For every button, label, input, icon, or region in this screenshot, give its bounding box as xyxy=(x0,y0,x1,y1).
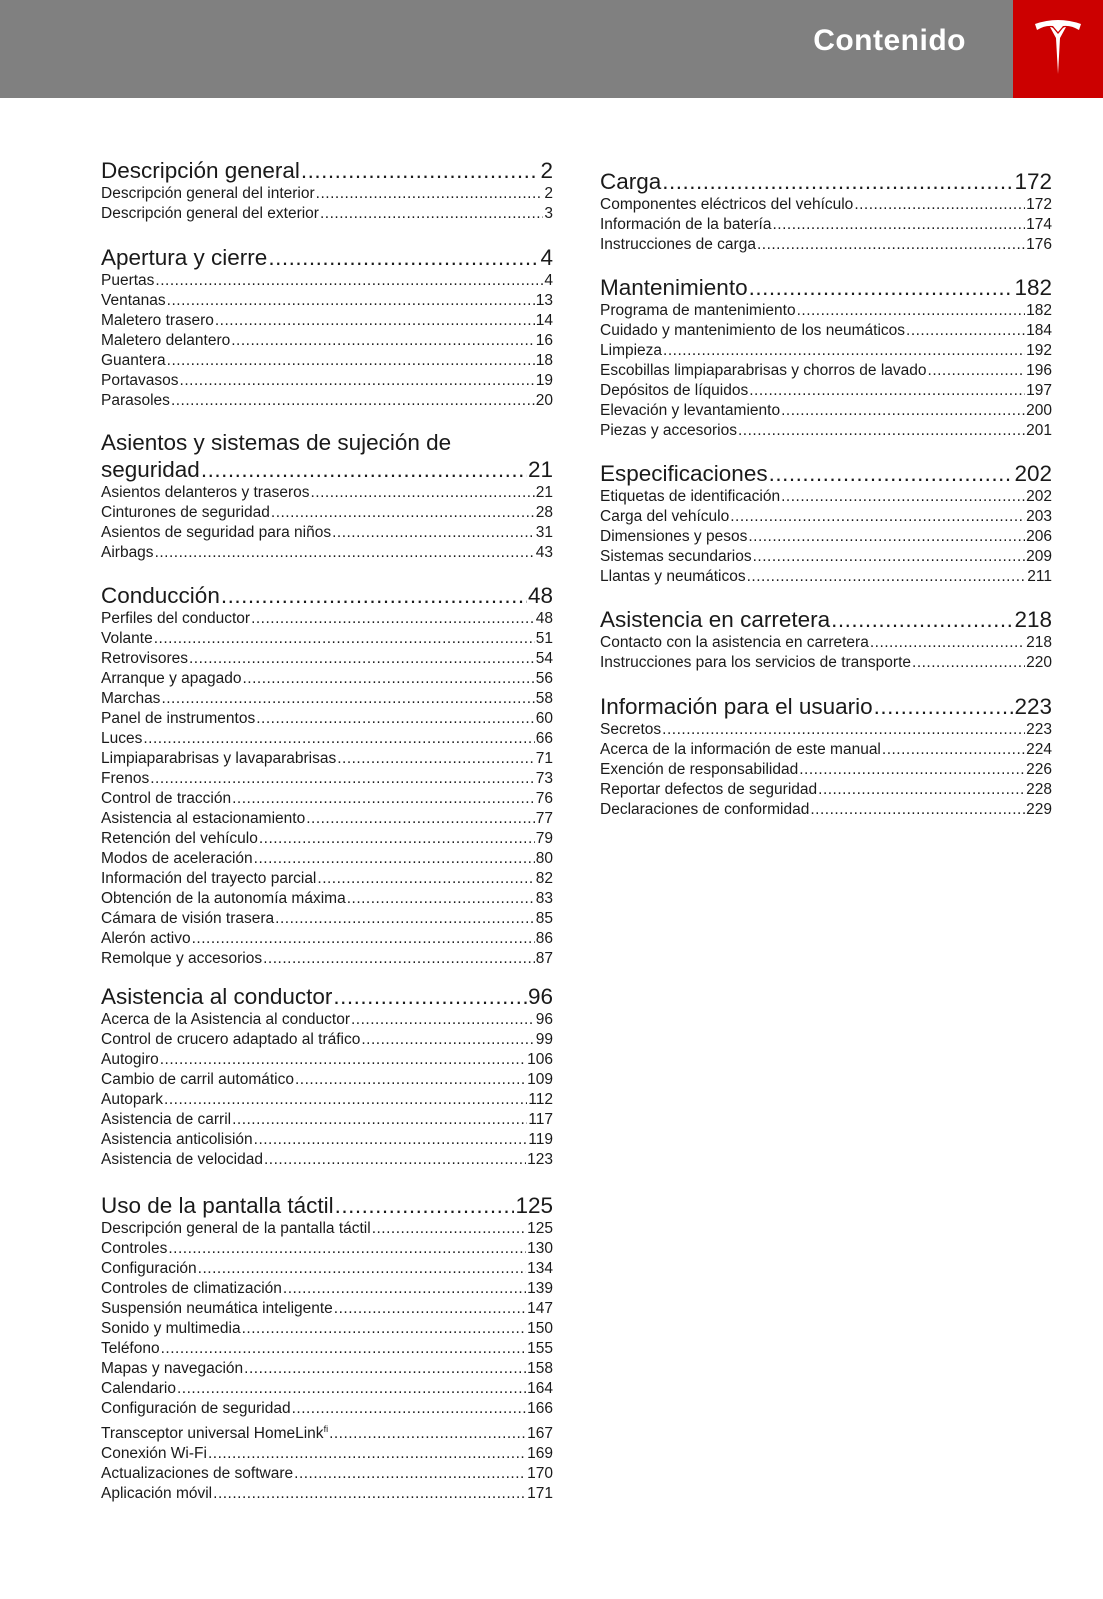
chapter-page: 4 xyxy=(540,245,553,270)
chapter-title: seguridad xyxy=(101,457,200,482)
toc-item-link[interactable]: Descripción general del interior ..... 2 xyxy=(101,184,553,204)
toc-item-link[interactable]: Contacto con la asistencia en carretera ..... 218 xyxy=(600,633,1052,653)
toc-item-link[interactable]: Autopark ..... 112 xyxy=(101,1090,553,1110)
page-header xyxy=(0,0,1103,98)
chapter-title: Información para el usuario xyxy=(600,694,873,719)
toc-item-link[interactable]: Puertas ..... 4 xyxy=(101,271,553,291)
chapter-page: 125 xyxy=(515,1193,553,1218)
chapter-title: Especificaciones xyxy=(600,461,768,486)
toc-item-link[interactable]: Controles ..... 130 xyxy=(101,1239,553,1259)
toc-item-link[interactable]: Asistencia de velocidad ..... 123 xyxy=(101,1150,553,1170)
toc-item-link[interactable]: Calendario ..... 164 xyxy=(101,1379,553,1399)
toc-item-link[interactable]: Cambio de carril automático ..... 109 xyxy=(101,1070,553,1090)
chapter-title: Asistencia en carretera xyxy=(600,607,831,632)
toc-item-link[interactable]: Llantas y neumáticos ..... 211 xyxy=(600,567,1052,587)
toc-item-link[interactable]: Escobillas limpiaparabrisas y chorros de lavado ..... 196 xyxy=(600,361,1052,381)
toc-item-link[interactable]: Configuración ..... 134 xyxy=(101,1259,553,1279)
toc-item-link[interactable]: Elevación y levantamiento ..... 200 xyxy=(600,401,1052,421)
toc-item-link[interactable]: Instrucciones de carga ..... 176 xyxy=(600,235,1052,255)
toc-item-link[interactable]: Control de crucero adaptado al tráfico ..... 99 xyxy=(101,1030,553,1050)
toc-item-link[interactable]: Modos de aceleración ..... 80 xyxy=(101,849,553,869)
chapter-title: Asistencia al conductor xyxy=(101,984,333,1009)
toc-section-pantalla-tactil xyxy=(101,1192,553,1504)
tesla-logo-icon xyxy=(1033,18,1083,78)
toc-item-link[interactable]: Frenos ..... 73 xyxy=(101,769,553,789)
toc-item-link[interactable]: Sistemas secundarios ..... 209 xyxy=(600,547,1052,567)
chapter-page: 48 xyxy=(527,583,553,608)
toc-item-link[interactable]: Control de tracción ..... 76 xyxy=(101,789,553,809)
chapter-page: 223 xyxy=(1014,694,1052,719)
toc-section-asistencia-conductor xyxy=(101,983,553,1170)
toc-item-link[interactable]: Aplicación móvil ..... 171 xyxy=(101,1484,553,1504)
toc-item-link[interactable]: Alerón activo ..... 86 xyxy=(101,929,553,949)
toc-chapter-link[interactable] xyxy=(101,456,553,483)
toc-section-mantenimiento xyxy=(600,274,1052,441)
toc-item-link[interactable]: Limpieza ..... 192 xyxy=(600,341,1052,361)
toc-item-link[interactable]: Arranque y apagado ..... 56 xyxy=(101,669,553,689)
toc-item-link[interactable]: Perfiles del conductor ..... 48 xyxy=(101,609,553,629)
toc-item-link[interactable]: Airbags ..... 43 xyxy=(101,543,553,563)
toc-item-link[interactable]: Carga del vehículo ..... 203 xyxy=(600,507,1052,527)
toc-section-informacion-usuario xyxy=(600,693,1052,820)
toc-section-conduccion xyxy=(101,582,553,969)
toc-chapter-link[interactable] xyxy=(101,244,553,271)
toc-item-link[interactable]: Asientos de seguridad para niños ..... 31 xyxy=(101,523,553,543)
brand-logo xyxy=(1013,0,1103,98)
toc-item-link[interactable]: Información del trayecto parcial ..... 82 xyxy=(101,869,553,889)
toc-chapter-link[interactable] xyxy=(600,606,1052,633)
toc-item-link[interactable]: Marchas ..... 58 xyxy=(101,689,553,709)
toc-item-link[interactable]: Portavasos ..... 19 xyxy=(101,371,553,391)
chapter-page: 2 xyxy=(540,158,553,183)
toc-section-descripcion-general xyxy=(101,157,553,224)
chapter-title: Apertura y cierre xyxy=(101,245,268,270)
toc-item-link[interactable]: Transceptor universal HomeLink$^{fi}$ ..... 167 xyxy=(101,1419,553,1444)
toc-item-link[interactable]: Cámara de visión trasera ..... 85 xyxy=(101,909,553,929)
chapter-page: 21 xyxy=(527,457,553,482)
chapter-page: 202 xyxy=(1014,461,1052,486)
toc-item-link[interactable]: Limpiaparabrisas y lavaparabrisas ..... 71 xyxy=(101,749,553,769)
toc-item-link[interactable]: Configuración de seguridad ..... 166 xyxy=(101,1399,553,1419)
toc-item-link[interactable]: Obtención de la autonomía máxima ..... 83 xyxy=(101,889,553,909)
toc-section-asistencia-carretera xyxy=(600,606,1052,673)
chapter-page: 182 xyxy=(1014,275,1052,300)
toc-item-link[interactable]: Exención de responsabilidad ..... 226 xyxy=(600,760,1052,780)
toc-item-link[interactable]: Etiquetas de identificación ..... 202 xyxy=(600,487,1052,507)
toc-item-link[interactable]: Maletero trasero ..... 14 xyxy=(101,311,553,331)
toc-item-link[interactable]: Cuidado y mantenimiento de los neumáticos ..... 184 xyxy=(600,321,1052,341)
toc-item-link[interactable]: Parasoles ..... 20 xyxy=(101,391,553,411)
chapter-page: 218 xyxy=(1014,607,1052,632)
toc-section-carga xyxy=(600,168,1052,255)
toc-item-link[interactable]: Descripción general del exterior ..... 3 xyxy=(101,204,553,224)
toc-item-link[interactable]: Mapas y navegación ..... 158 xyxy=(101,1359,553,1379)
chapter-title: Conducción xyxy=(101,583,220,608)
toc-item-link[interactable]: Guantera ..... 18 xyxy=(101,351,553,371)
toc-chapter-link[interactable] xyxy=(101,983,553,1010)
chapter-title: Carga xyxy=(600,169,662,194)
toc-chapter-link[interactable] xyxy=(600,693,1052,720)
toc-item-link[interactable]: Volante ..... 51 xyxy=(101,629,553,649)
toc-item-link[interactable]: Asistencia de carril ..... 117 xyxy=(101,1110,553,1130)
toc-item-link[interactable]: Instrucciones para los servicios de transporte ..... 220 xyxy=(600,653,1052,673)
toc-item-link[interactable]: Programa de mantenimiento ..... 182 xyxy=(600,301,1052,321)
page-title: Contenido xyxy=(813,24,966,57)
toc-item-link[interactable]: Descripción general de la pantalla táctil ..... 125 xyxy=(101,1219,553,1239)
toc-item-link[interactable]: Maletero delantero ..... 16 xyxy=(101,331,553,351)
toc-section-asientos xyxy=(101,429,553,563)
toc-item-link[interactable]: Suspensión neumática inteligente ..... 147 xyxy=(101,1299,553,1319)
toc-item-link[interactable]: Actualizaciones de software ..... 170 xyxy=(101,1464,553,1484)
toc-chapter-link[interactable] xyxy=(600,168,1052,195)
toc-item-link[interactable]: Remolque y accesorios ..... 87 xyxy=(101,949,553,969)
toc-item-link[interactable]: Asistencia al estacionamiento ..... 77 xyxy=(101,809,553,829)
toc-item-link[interactable]: Acerca de la información de este manual ..... 224 xyxy=(600,740,1052,760)
toc-item-link[interactable]: Declaraciones de conformidad ..... 229 xyxy=(600,800,1052,820)
toc-chapter-link[interactable] xyxy=(101,582,553,609)
chapter-page: 96 xyxy=(527,984,553,1009)
toc-item-link[interactable]: Acerca de la Asistencia al conductor ..... 96 xyxy=(101,1010,553,1030)
toc-item-link[interactable]: Depósitos de líquidos ..... 197 xyxy=(600,381,1052,401)
toc-section-especificaciones xyxy=(600,460,1052,587)
chapter-title: Uso de la pantalla táctil xyxy=(101,1193,334,1218)
toc-item-link[interactable]: Sonido y multimedia ..... 150 xyxy=(101,1319,553,1339)
toc-chapter-link[interactable] xyxy=(101,157,553,184)
trademark-superscript: fi xyxy=(323,1424,329,1434)
toc-item-link[interactable]: Cinturones de seguridad ..... 28 xyxy=(101,503,553,523)
toc-item-link[interactable]: Reportar defectos de seguridad ..... 228 xyxy=(600,780,1052,800)
toc-chapter-link[interactable] xyxy=(600,274,1052,301)
chapter-title: Descripción general xyxy=(101,158,300,183)
chapter-title: Mantenimiento xyxy=(600,275,748,300)
toc-item-link[interactable]: Asientos delanteros y traseros ..... 21 xyxy=(101,483,553,503)
toc-item-link[interactable]: Autogiro ..... 106 xyxy=(101,1050,553,1070)
toc-item-link[interactable]: Retención del vehículo ..... 79 xyxy=(101,829,553,849)
toc-item-link[interactable]: Dimensiones y pesos ..... 206 xyxy=(600,527,1052,547)
toc-item-link[interactable]: Teléfono ..... 155 xyxy=(101,1339,553,1359)
toc-section-apertura-y-cierre xyxy=(101,244,553,411)
toc-item-link[interactable]: Retrovisores ..... 54 xyxy=(101,649,553,669)
toc-item-link[interactable]: Panel de instrumentos ..... 60 xyxy=(101,709,553,729)
chapter-page: 172 xyxy=(1014,169,1052,194)
toc-item-link[interactable]: Componentes eléctricos del vehículo ..... 172 xyxy=(600,195,1052,215)
toc-chapter-link[interactable] xyxy=(101,1192,553,1219)
toc-chapter-link[interactable] xyxy=(600,460,1052,487)
chapter-title-line1[interactable]: Asientos y sistemas de sujeción de xyxy=(101,430,452,455)
toc-item-link[interactable]: Asistencia anticolisión ..... 119 xyxy=(101,1130,553,1150)
toc-item-link[interactable]: Conexión Wi-Fi ..... 169 xyxy=(101,1444,553,1464)
toc-item-link[interactable]: Secretos ..... 223 xyxy=(600,720,1052,740)
toc-item-link[interactable]: Luces ..... 66 xyxy=(101,729,553,749)
toc-item-link[interactable]: Controles de climatización ..... 139 xyxy=(101,1279,553,1299)
toc-item-link[interactable]: Ventanas ..... 13 xyxy=(101,291,553,311)
toc-item-link[interactable]: Información de la batería ..... 174 xyxy=(600,215,1052,235)
toc-item-link[interactable]: Piezas y accesorios ..... 201 xyxy=(600,421,1052,441)
